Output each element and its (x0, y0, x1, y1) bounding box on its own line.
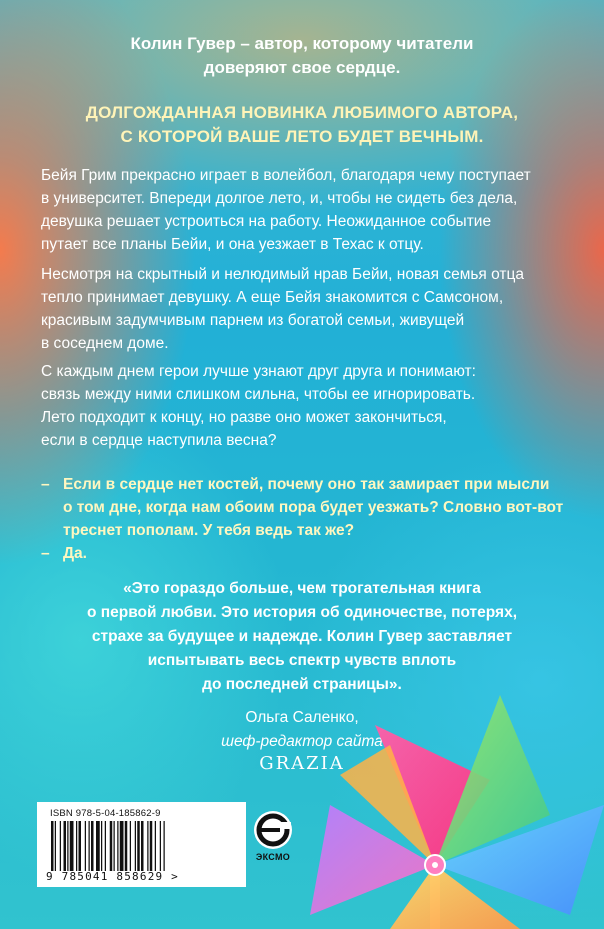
barcode-bar (85, 821, 86, 871)
text-line: красивым задумчивым парнем из богатой семьи, живущей (41, 312, 465, 329)
barcode-bar (76, 821, 77, 871)
barcode-bars (51, 821, 232, 871)
grazia-logo: GRAZIA (259, 753, 345, 774)
dialogue-dash: – (41, 545, 50, 562)
text-line: треснет пополам. У тебя ведь так же? (63, 522, 355, 539)
review-quote (0, 577, 604, 697)
barcode-bar (164, 821, 165, 871)
barcode-bar (155, 821, 156, 871)
barcode-bar (105, 821, 106, 871)
barcode-bar (130, 821, 131, 871)
dialogue-line-2 (41, 542, 571, 565)
barcode-bar (64, 821, 67, 871)
barcode-bar (96, 821, 100, 871)
barcode-bar (137, 821, 140, 871)
headline-line: С КОТОРОЙ ВАШЕ ЛЕТО БУДЕТ ВЕЧНЫМ. (120, 127, 484, 146)
eksmo-icon (251, 808, 295, 852)
barcode-bar (120, 821, 124, 871)
text-line: Да. (63, 545, 87, 562)
dialogue-line-1 (41, 473, 571, 542)
synopsis-paragraph-3 (41, 360, 561, 452)
tagline (0, 32, 604, 80)
quote-line: страхе за будущее и надежде. Колин Гувер заставляет (91, 628, 513, 645)
barcode-bar (60, 821, 61, 871)
text-line: тепло принимает девушку. А еще Бейя знакомится с Самсоном, (41, 289, 504, 306)
barcode-bar (101, 821, 102, 871)
text-line: С каждым днем герои лучше узнают друг друга и понимают: (41, 363, 476, 380)
barcode-number: 9 785041 858629 > (46, 870, 179, 883)
text-line: в университет. Впереди долгое лето, и, чтобы не сидеть без дела, (41, 190, 518, 207)
text-line: девушка решает устроиться на работу. Неожиданное событие (41, 213, 492, 230)
barcode-bar (70, 821, 74, 871)
barcode-bar (125, 821, 128, 871)
barcode-bar (110, 821, 113, 871)
quote-line: до последней страницы». (202, 676, 402, 693)
barcode-bar (67, 821, 68, 871)
text-line: Несмотря на скрытный и нелюдимый нрав Бейи, новая семья отца (41, 266, 525, 283)
barcode-bar (160, 821, 161, 871)
text-line: Лето подходит к концу, но разве оно может закончиться, (41, 409, 447, 426)
text-line: о том дне, когда нам обоим пора будет уезжать? Словно вот-вот (63, 499, 564, 516)
barcode-bar (79, 821, 82, 871)
text-line: Бейя Грим прекрасно играет в волейбол, благодаря чему поступает (41, 167, 531, 184)
pinwheel-pin (432, 862, 438, 868)
quote-line: «Это гораздо больше, чем трогательная книга (123, 580, 481, 597)
quote-author-role: шеф-редактор сайта (221, 733, 383, 750)
barcode-bar (55, 821, 56, 871)
headline-line: ДОЛГОЖДАННАЯ НОВИНКА ЛЮБИМОГО АВТОРА, (85, 103, 519, 122)
barcode-block (37, 802, 246, 887)
barcode-bar (147, 821, 148, 871)
tagline-line: Колин Гувер – автор, которому читатели (130, 34, 474, 53)
pinwheel-illustration (270, 685, 604, 929)
synopsis-paragraph-2 (41, 263, 561, 355)
barcode-bar (91, 821, 94, 871)
barcode-bar (135, 821, 136, 871)
publisher-name: ЭКСМО (255, 852, 291, 862)
barcode-bar (89, 821, 90, 871)
text-line: связь между ними слишком сильна, чтобы ее игнорировать. (41, 386, 476, 403)
publisher-logo (251, 808, 295, 872)
text-line: если в сердце наступила весна? (41, 432, 277, 449)
tagline-line: доверяют свое сердце. (203, 58, 401, 77)
quote-author: Ольга Саленко, (245, 709, 359, 726)
barcode-bar (114, 821, 115, 871)
barcode-bar (141, 821, 144, 871)
isbn-text: ISBN 978-5-04-185862-9 (50, 808, 161, 819)
headline (0, 101, 604, 149)
barcode-bar (51, 821, 54, 871)
quote-line: о первой любви. Это история об одиночестве, потерях, (86, 604, 517, 621)
quote-line: испытывать весь спектр чувств вплоть (147, 652, 457, 669)
barcode-bar (117, 821, 118, 871)
synopsis-paragraph-1 (41, 164, 561, 256)
text-line: Если в сердце нет костей, почему оно так замирает при мысли (63, 476, 550, 493)
barcode-bar (150, 821, 153, 871)
dialogue-dash: – (41, 476, 50, 493)
text-line: в соседнем доме. (41, 335, 169, 352)
text-line: путает все планы Бейи, и она уезжает в Техас к отцу. (41, 236, 424, 253)
